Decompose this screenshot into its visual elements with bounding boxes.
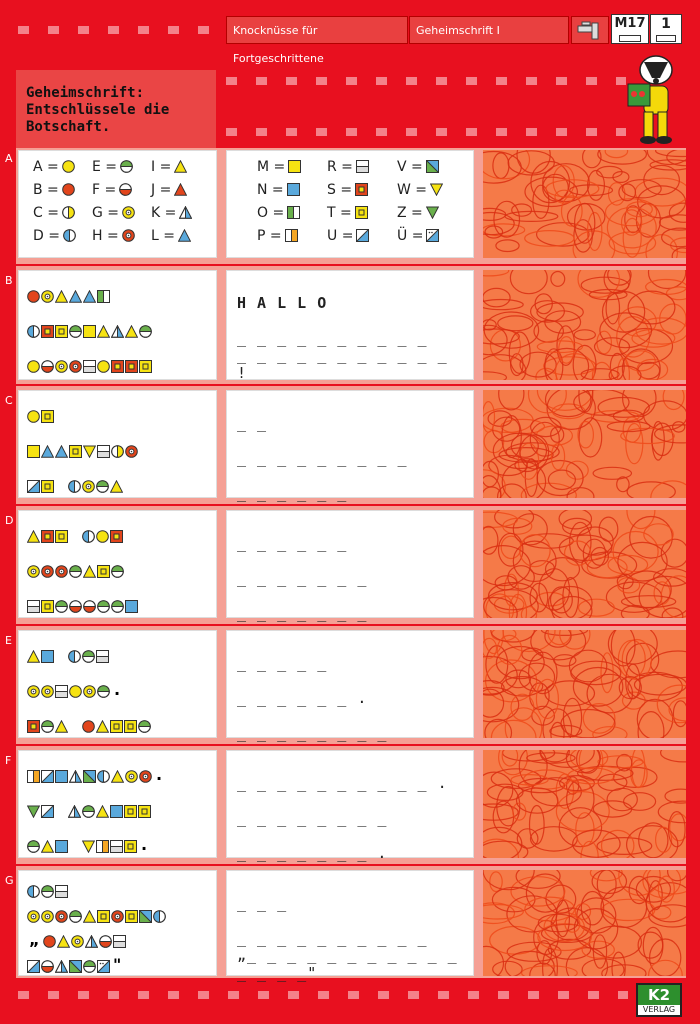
answer-panel-f bbox=[226, 750, 474, 862]
solution-scribble bbox=[483, 750, 686, 858]
solution-scribble bbox=[483, 390, 686, 498]
cipher-symbol-icon bbox=[69, 768, 82, 781]
topic-label: Geheimschrift I bbox=[409, 16, 569, 44]
quote-mark: „ bbox=[29, 930, 40, 949]
key-entry bbox=[33, 178, 92, 201]
cipher-symbol-icon bbox=[41, 838, 54, 851]
key-entry bbox=[92, 201, 151, 224]
encoded-line bbox=[27, 707, 212, 742]
key-grid-right bbox=[257, 155, 467, 251]
key-letter: N = bbox=[257, 181, 284, 198]
key-letter: Ü = bbox=[397, 227, 424, 244]
key-entry bbox=[92, 155, 151, 178]
cipher-symbol-icon bbox=[55, 563, 68, 576]
cipher-symbol-icon bbox=[97, 908, 110, 921]
encoded-line bbox=[27, 587, 212, 622]
cipher-symbol-icon bbox=[111, 908, 124, 921]
solution-scribble bbox=[483, 270, 686, 380]
cipher-symbol-icon bbox=[55, 528, 68, 541]
key-entry bbox=[327, 224, 397, 247]
cipher-symbol-icon bbox=[153, 908, 166, 921]
cipher-symbol-icon bbox=[41, 883, 54, 896]
cipher-symbol-icon bbox=[27, 408, 40, 421]
cipher-symbol-icon bbox=[111, 563, 124, 576]
cipher-symbol-icon bbox=[111, 323, 124, 336]
cipher-symbol-icon bbox=[27, 838, 40, 851]
cipher-symbol-icon bbox=[27, 908, 40, 921]
cipher-symbol-icon bbox=[287, 183, 300, 196]
cipher-symbol-icon bbox=[55, 718, 68, 731]
cipher-symbol-icon bbox=[41, 478, 54, 491]
key-entry bbox=[257, 201, 327, 224]
cipher-symbol-icon bbox=[113, 933, 126, 946]
cipher-symbol-icon bbox=[69, 323, 82, 336]
scribble-pattern bbox=[483, 870, 686, 976]
key-entry bbox=[92, 178, 151, 201]
decor-dashes bbox=[18, 991, 628, 999]
cipher-symbol-icon bbox=[110, 803, 123, 816]
cipher-symbol-icon bbox=[55, 908, 68, 921]
answer-line[interactable]: _ _ _ _ _ _ _ _ bbox=[237, 724, 388, 742]
punctuation: . bbox=[156, 765, 163, 784]
answer-panel-b bbox=[226, 270, 474, 380]
key-panel-left bbox=[18, 150, 217, 258]
cipher-symbol-icon bbox=[27, 718, 40, 731]
encoded-line bbox=[27, 902, 212, 927]
cipher-symbol-icon bbox=[82, 648, 95, 661]
key-entry bbox=[33, 224, 92, 247]
key-letter: D = bbox=[33, 227, 60, 244]
answer-panel-g bbox=[226, 870, 474, 982]
cipher-symbol-icon bbox=[288, 160, 301, 173]
cipher-symbol-icon bbox=[55, 683, 68, 696]
answer-line[interactable]: _ _ _ _ _ _ _ bbox=[237, 604, 368, 622]
row-letter: C bbox=[5, 394, 13, 407]
decor-dashes bbox=[226, 77, 626, 85]
answer-line[interactable]: _ _ _ _ _ _ _ _ _ _ bbox=[237, 329, 428, 347]
key-entry bbox=[397, 224, 467, 247]
cipher-symbol-icon bbox=[97, 443, 110, 456]
cipher-symbol-icon bbox=[41, 288, 54, 301]
cipher-symbol-icon bbox=[125, 443, 138, 456]
row-letter: B bbox=[5, 274, 13, 287]
cipher-symbol-icon bbox=[82, 838, 95, 851]
cipher-symbol-icon bbox=[27, 803, 40, 816]
cipher-symbol-icon bbox=[174, 183, 187, 196]
answer-panel-e bbox=[226, 630, 474, 742]
key-letter: W = bbox=[397, 181, 428, 198]
key-letter: Z = bbox=[397, 204, 423, 221]
scribble-pattern bbox=[483, 510, 686, 618]
cipher-symbol-icon bbox=[63, 229, 76, 242]
encoded-line bbox=[27, 552, 212, 587]
cipher-symbol-icon bbox=[83, 768, 96, 781]
key-entry bbox=[92, 224, 151, 247]
key-letter: U = bbox=[327, 227, 354, 244]
answer-panel-c bbox=[226, 390, 474, 502]
cipher-symbol-icon bbox=[110, 718, 123, 731]
code-label: M17 bbox=[614, 16, 646, 31]
cipher-symbol-icon bbox=[55, 358, 68, 371]
cipher-symbol-icon bbox=[62, 183, 75, 196]
cipher-symbol-icon bbox=[82, 528, 95, 541]
cipher-symbol-icon bbox=[27, 958, 40, 971]
page-box bbox=[650, 14, 682, 44]
decor-dashes bbox=[226, 128, 626, 136]
eraser-icon bbox=[619, 35, 641, 42]
encoded-line bbox=[27, 397, 212, 432]
publisher-text: VERLAG bbox=[642, 1005, 676, 1014]
key-letter: O = bbox=[257, 204, 285, 221]
key-entry bbox=[327, 178, 397, 201]
encoded-line bbox=[27, 792, 212, 827]
cipher-symbol-icon bbox=[97, 358, 110, 371]
cipher-symbol-icon bbox=[122, 229, 135, 242]
cipher-symbol-icon bbox=[41, 683, 54, 696]
cipher-symbol-icon bbox=[356, 160, 369, 173]
cipher-symbol-icon bbox=[27, 528, 40, 541]
cipher-symbol-icon bbox=[69, 358, 82, 371]
solution-scribble bbox=[483, 870, 686, 976]
key-entry bbox=[397, 178, 467, 201]
encoded-line bbox=[27, 672, 212, 707]
cipher-symbol-icon bbox=[139, 908, 152, 921]
cipher-symbol-icon bbox=[82, 803, 95, 816]
key-entry bbox=[327, 155, 397, 178]
cipher-symbol-icon bbox=[139, 768, 152, 781]
cipher-symbol-icon bbox=[27, 478, 40, 491]
cipher-symbol-icon bbox=[426, 206, 439, 219]
encoded-line bbox=[27, 757, 212, 792]
cipher-symbol-icon bbox=[83, 443, 96, 456]
cipher-symbol-icon bbox=[178, 229, 191, 242]
encoded-line bbox=[27, 347, 212, 382]
punctuation: . bbox=[114, 680, 121, 699]
key-letter: E = bbox=[92, 158, 118, 175]
cipher-symbol-icon bbox=[55, 838, 68, 851]
cipher-symbol-icon bbox=[55, 288, 68, 301]
cipher-symbol-icon bbox=[355, 183, 368, 196]
cipher-symbol-icon bbox=[96, 648, 109, 661]
key-letter: V = bbox=[397, 158, 423, 175]
cipher-symbol-icon bbox=[27, 598, 40, 611]
cipher-symbol-icon bbox=[55, 598, 68, 611]
key-entry bbox=[151, 224, 210, 247]
answer-line[interactable]: _ _ _ _ _ _ _ _ _ _ _ ! bbox=[237, 346, 448, 382]
scribble-pattern bbox=[483, 390, 686, 498]
encoded-panel-g bbox=[18, 870, 217, 976]
cipher-symbol-icon bbox=[125, 908, 138, 921]
encoded-line bbox=[27, 312, 212, 347]
cipher-symbol-icon bbox=[82, 478, 95, 491]
cipher-symbol-icon bbox=[124, 838, 137, 851]
logo-text: K2 bbox=[638, 985, 680, 1005]
cipher-symbol-icon bbox=[124, 803, 137, 816]
encoded-panel-c bbox=[18, 390, 217, 498]
cipher-symbol-icon bbox=[41, 408, 54, 421]
cipher-symbol-icon bbox=[125, 598, 138, 611]
encoded-line bbox=[27, 952, 212, 977]
cipher-symbol-icon bbox=[41, 598, 54, 611]
cipher-symbol-icon bbox=[122, 206, 135, 219]
cipher-symbol-icon bbox=[111, 443, 124, 456]
cipher-symbol-icon bbox=[41, 443, 54, 456]
cipher-symbol-icon bbox=[41, 958, 54, 971]
cipher-symbol-icon bbox=[41, 803, 54, 816]
cipher-symbol-icon bbox=[82, 718, 95, 731]
answer-line[interactable]: H A L L O bbox=[237, 294, 328, 312]
cipher-symbol-icon bbox=[55, 323, 68, 336]
cipher-symbol-icon bbox=[96, 803, 109, 816]
tap-icon bbox=[571, 16, 609, 44]
key-letter: P = bbox=[257, 227, 282, 244]
answer-line[interactable]: _ _ _ _ _ _ _ _ _ _ . bbox=[237, 774, 448, 792]
cipher-symbol-icon bbox=[83, 908, 96, 921]
key-entry bbox=[397, 155, 467, 178]
cipher-symbol-icon bbox=[83, 958, 96, 971]
cipher-symbol-icon bbox=[41, 648, 54, 661]
scribble-pattern bbox=[483, 270, 686, 380]
answer-line[interactable]: _ _ _ _ _ _ _ _ _ _ bbox=[237, 929, 428, 947]
key-letter: S = bbox=[327, 181, 353, 198]
key-entry bbox=[257, 224, 327, 247]
cipher-symbol-icon bbox=[96, 478, 109, 491]
cipher-symbol-icon bbox=[125, 358, 138, 371]
quote-mark: " bbox=[113, 955, 122, 974]
cipher-symbol-icon bbox=[97, 683, 110, 696]
key-letter: M = bbox=[257, 158, 286, 175]
cipher-symbol-icon bbox=[174, 160, 187, 173]
cipher-symbol-icon bbox=[120, 160, 133, 173]
key-letter: I = bbox=[151, 158, 172, 175]
cipher-symbol-icon bbox=[83, 323, 96, 336]
cipher-symbol-icon bbox=[41, 528, 54, 541]
solution-scribble bbox=[483, 510, 686, 618]
cipher-symbol-icon bbox=[41, 718, 54, 731]
cipher-symbol-icon bbox=[124, 718, 137, 731]
scribble-pattern bbox=[483, 750, 686, 858]
decor-dashes bbox=[18, 26, 218, 34]
encoded-line bbox=[27, 877, 212, 902]
cipher-symbol-icon bbox=[111, 598, 124, 611]
key-entry bbox=[151, 201, 210, 224]
cipher-symbol-icon bbox=[355, 206, 368, 219]
row-letter: G bbox=[5, 874, 14, 887]
cipher-symbol-icon bbox=[119, 183, 132, 196]
key-letter: F = bbox=[92, 181, 117, 198]
cipher-symbol-icon bbox=[287, 206, 300, 219]
cipher-symbol-icon bbox=[27, 683, 40, 696]
key-letter: C = bbox=[33, 204, 59, 221]
answer-line[interactable]: _ _ _ _ _ _ _ _ _ bbox=[237, 449, 408, 467]
encoded-line bbox=[27, 637, 212, 672]
answer-line[interactable]: _ _ _ _ _ _ . bbox=[237, 689, 368, 707]
key-entry bbox=[397, 201, 467, 224]
row-letter: E bbox=[5, 634, 12, 647]
cipher-symbol-icon bbox=[83, 563, 96, 576]
encoded-panel-b bbox=[18, 270, 217, 380]
cipher-symbol-icon bbox=[27, 288, 40, 301]
cipher-symbol-icon bbox=[426, 229, 439, 242]
key-entry bbox=[257, 178, 327, 201]
encoded-panel-d bbox=[18, 510, 217, 618]
cipher-symbol-icon bbox=[285, 229, 298, 242]
cipher-symbol-icon bbox=[57, 933, 70, 946]
eraser-icon bbox=[656, 35, 676, 42]
encoded-line bbox=[27, 277, 212, 312]
cipher-symbol-icon bbox=[96, 838, 109, 851]
key-letter: L = bbox=[151, 227, 175, 244]
scribble-pattern bbox=[483, 630, 686, 738]
answer-line[interactable]: „_ _ _ _ _ _ _ _ _ _ _ _ _ _ _" bbox=[237, 946, 458, 982]
key-panel-right bbox=[226, 150, 474, 258]
cipher-symbol-icon bbox=[27, 563, 40, 576]
row-letter: F bbox=[5, 754, 12, 767]
worksheet-title: Geheimschrift: Entschlüssele die Botschaft. bbox=[16, 70, 216, 150]
answer-line[interactable]: _ _ _ _ _ bbox=[237, 654, 328, 672]
cipher-symbol-icon bbox=[68, 803, 81, 816]
cipher-symbol-icon bbox=[69, 443, 82, 456]
key-letter: G = bbox=[92, 204, 120, 221]
cipher-symbol-icon bbox=[27, 323, 40, 336]
key-entry bbox=[33, 155, 92, 178]
cipher-symbol-icon bbox=[125, 323, 138, 336]
cipher-symbol-icon bbox=[125, 768, 138, 781]
key-entry bbox=[33, 201, 92, 224]
answer-line[interactable]: _ _ _ _ _ _ _ bbox=[237, 569, 368, 587]
k2-logo bbox=[636, 983, 682, 1017]
key-letter: A = bbox=[33, 158, 59, 175]
cipher-symbol-icon bbox=[111, 768, 124, 781]
cipher-symbol-icon bbox=[139, 323, 152, 336]
key-letter: B = bbox=[33, 181, 59, 198]
cipher-symbol-icon bbox=[69, 598, 82, 611]
row-letter: A bbox=[5, 152, 13, 165]
cipher-symbol-icon bbox=[111, 358, 124, 371]
cipher-symbol-icon bbox=[41, 563, 54, 576]
series-label: Knocknüsse für Fortgeschrittene bbox=[226, 16, 408, 44]
cipher-symbol-icon bbox=[55, 883, 68, 896]
cipher-symbol-icon bbox=[430, 183, 443, 196]
cipher-symbol-icon bbox=[97, 598, 110, 611]
cipher-symbol-icon bbox=[97, 768, 110, 781]
cipher-symbol-icon bbox=[27, 443, 40, 456]
solution-scribble bbox=[483, 150, 686, 258]
encoded-line bbox=[27, 517, 212, 552]
punctuation: . bbox=[141, 835, 148, 854]
cipher-symbol-icon bbox=[69, 908, 82, 921]
cipher-symbol-icon bbox=[83, 683, 96, 696]
cipher-symbol-icon bbox=[69, 288, 82, 301]
cipher-symbol-icon bbox=[27, 648, 40, 661]
key-letter: T = bbox=[327, 204, 352, 221]
cipher-symbol-icon bbox=[83, 598, 96, 611]
cipher-symbol-icon bbox=[68, 648, 81, 661]
answer-line[interactable]: _ _ _ bbox=[237, 894, 288, 912]
cipher-symbol-icon bbox=[138, 803, 151, 816]
key-letter: R = bbox=[327, 158, 353, 175]
encoded-line bbox=[27, 827, 212, 862]
answer-line[interactable]: _ _ _ _ _ _ _ . bbox=[237, 844, 388, 862]
encoded-line bbox=[27, 467, 212, 502]
cipher-symbol-icon bbox=[69, 958, 82, 971]
key-grid-left bbox=[33, 155, 210, 251]
cipher-symbol-icon bbox=[27, 358, 40, 371]
encoded-line bbox=[27, 432, 212, 467]
cipher-symbol-icon bbox=[85, 933, 98, 946]
cipher-symbol-icon bbox=[71, 933, 84, 946]
cipher-symbol-icon bbox=[69, 563, 82, 576]
cipher-symbol-icon bbox=[41, 768, 54, 781]
cipher-symbol-icon bbox=[83, 288, 96, 301]
cipher-symbol-icon bbox=[43, 933, 56, 946]
row-letter: D bbox=[5, 514, 14, 527]
key-letter: H = bbox=[92, 227, 119, 244]
cipher-symbol-icon bbox=[110, 838, 123, 851]
cipher-symbol-icon bbox=[110, 478, 123, 491]
cipher-symbol-icon bbox=[179, 206, 192, 219]
cipher-symbol-icon bbox=[55, 768, 68, 781]
key-entry bbox=[151, 155, 210, 178]
answer-line[interactable]: _ _ _ _ _ _ bbox=[237, 484, 348, 502]
cipher-symbol-icon bbox=[55, 443, 68, 456]
cipher-symbol-icon bbox=[97, 323, 110, 336]
cipher-symbol-icon bbox=[62, 160, 75, 173]
cipher-symbol-icon bbox=[110, 528, 123, 541]
cipher-symbol-icon bbox=[97, 563, 110, 576]
cipher-symbol-icon bbox=[62, 206, 75, 219]
cipher-symbol-icon bbox=[96, 718, 109, 731]
key-entry bbox=[151, 178, 210, 201]
solution-scribble bbox=[483, 630, 686, 738]
cipher-symbol-icon bbox=[27, 768, 40, 781]
cipher-symbol-icon bbox=[96, 528, 109, 541]
cipher-symbol-icon bbox=[41, 908, 54, 921]
cipher-symbol-icon bbox=[68, 478, 81, 491]
cipher-symbol-icon bbox=[139, 358, 152, 371]
key-letter: K = bbox=[151, 204, 177, 221]
cipher-symbol-icon bbox=[97, 958, 110, 971]
cipher-symbol-icon bbox=[356, 229, 369, 242]
code-box bbox=[611, 14, 649, 44]
answer-line[interactable]: _ _ bbox=[237, 414, 268, 432]
cipher-symbol-icon bbox=[138, 718, 151, 731]
cipher-symbol-icon bbox=[41, 358, 54, 371]
key-letter: J = bbox=[151, 181, 172, 198]
key-entry bbox=[327, 201, 397, 224]
cipher-symbol-icon bbox=[83, 358, 96, 371]
encoded-panel-e bbox=[18, 630, 217, 738]
page-number: 1 bbox=[661, 16, 671, 32]
answer-line[interactable]: _ _ _ _ _ _ _ _ bbox=[237, 809, 388, 827]
answer-panel-d bbox=[226, 510, 474, 622]
encoded-panel-f bbox=[18, 750, 217, 858]
cipher-symbol-icon bbox=[69, 683, 82, 696]
cipher-symbol-icon bbox=[41, 323, 54, 336]
cipher-symbol-icon bbox=[99, 933, 112, 946]
cipher-symbol-icon bbox=[55, 958, 68, 971]
cipher-symbol-icon bbox=[97, 288, 110, 301]
cipher-symbol-icon bbox=[27, 883, 40, 896]
cipher-symbol-icon bbox=[426, 160, 439, 173]
key-entry bbox=[257, 155, 327, 178]
badger-mascot-icon bbox=[622, 50, 686, 146]
encoded-line bbox=[27, 927, 212, 952]
scribble-pattern bbox=[483, 150, 686, 258]
answer-line[interactable]: _ _ _ _ _ _ bbox=[237, 534, 348, 552]
